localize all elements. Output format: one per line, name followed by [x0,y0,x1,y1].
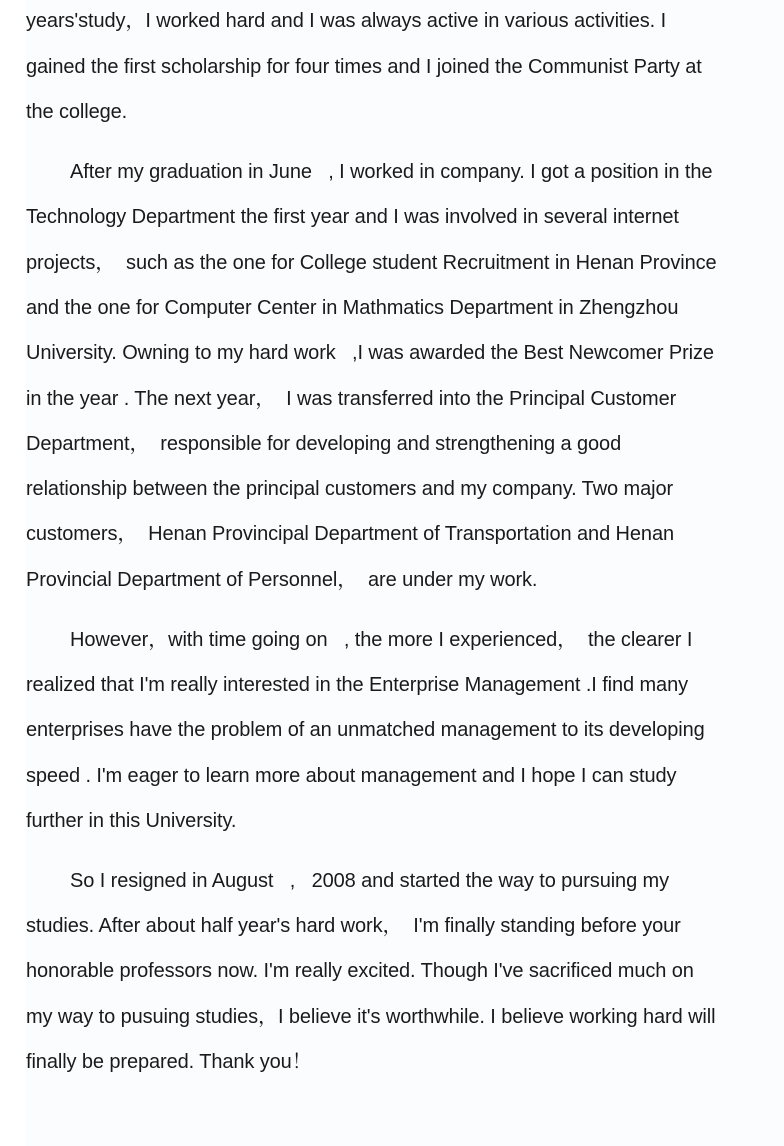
paragraph-line: University. Owning to my hard work ,I was awarded the Best Newcomer Prize [26,342,714,364]
paragraph-line: further in this University. [26,810,237,832]
paragraph-line: in the year . The next year， I was transferred into the Principal Customer [26,388,677,410]
paragraph-line: projects， such as the one for College student Recruitment in Henan Province [26,252,717,274]
paragraph-line: enterprises have the problem of an unmatched management to its developing [26,719,705,741]
paragraph-line: Department， responsible for developing and strengthening a good [26,433,622,455]
paragraph-line: realized that I'm really interested in the Enterprise Management .I find many [26,674,689,696]
paragraph-line: relationship between the principal customers and my company. Two major [26,478,674,500]
paragraph-line: So I resigned in August , 2008 and started the way to pursuing my [70,870,670,892]
paragraph-line: years'study，I worked hard and I was always active in various activities. I [26,10,667,32]
paragraph-line: gained the first scholarship for four times and I joined the Communist Party at [26,56,702,78]
paragraph-line: After my graduation in June , I worked in company. I got a position in the [70,161,713,183]
paragraph-line: speed . I'm eager to learn more about management and I hope I can study [26,765,677,787]
paragraph-line: customers， Henan Provincipal Department of Transportation and Henan [26,523,674,545]
paragraph-line: and the one for Computer Center in Mathmatics Department in Zhengzhou [26,297,679,319]
paragraph-line: studies. After about half year's hard work， I'm finally standing before your [26,915,681,937]
paragraph-line: my way to pusuing studies，I believe it's worthwhile. I believe working hard will [26,1006,716,1028]
paragraph-line: the college. [26,101,128,123]
left-margin-strip [0,0,26,1146]
paragraph-line: Technology Department the first year and I was involved in several internet [26,206,679,228]
paragraph-line: finally be prepared. Thank you！ [26,1051,312,1073]
paragraph-line: honorable professors now. I'm really excited. Though I've sacrificed much on [26,960,694,982]
paragraph-line: However，with time going on , the more I experienced， the clearer I [70,629,693,651]
paragraph-line: Provincial Department of Personnel， are under my work. [26,569,538,591]
